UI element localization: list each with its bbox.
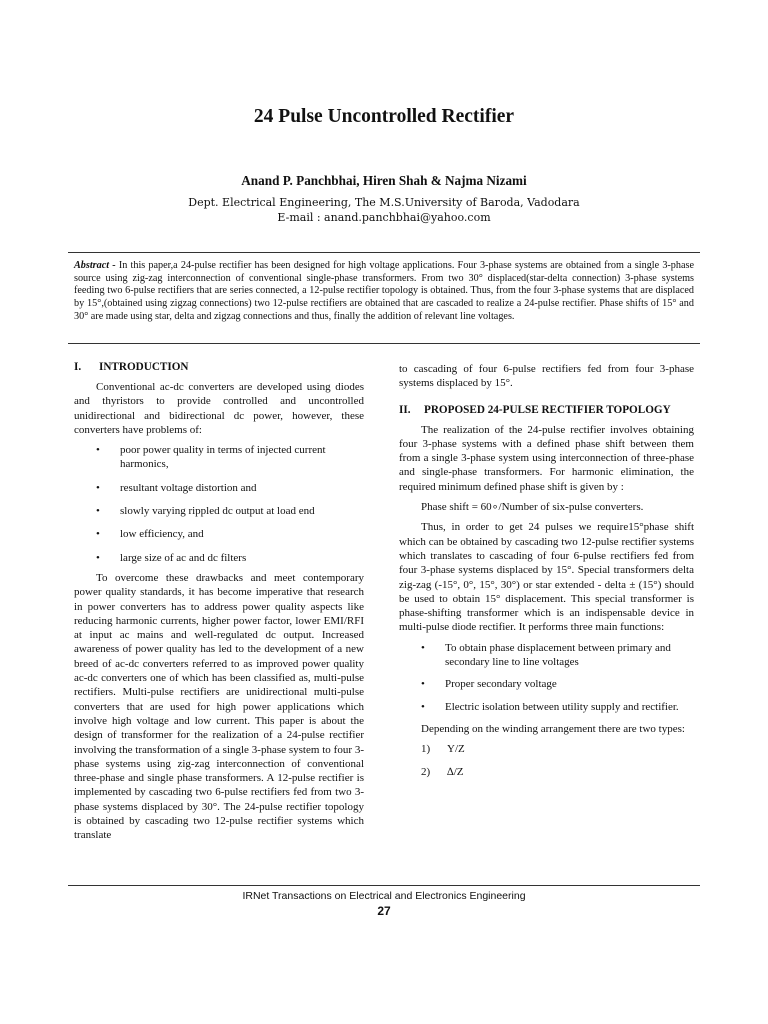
email: E-mail : anand.panchbhai@yahoo.com [277,211,491,224]
list-item: • slowly varying rippled dc output at load end [74,504,364,518]
section-number: I. [74,361,82,373]
intro-bullet-list [74,443,364,565]
section-title: INTRODUCTION [99,361,189,373]
page-number: 27 [377,904,391,918]
proposed-paragraph-1: The realization of the 24-pulse rectifier involves obtaining four 3-phase systems with a defined phase shift between them from a single 3-phase system using interconnection of three-phase and single-phase transformers. For harmonic elimination, the required minimum defined phase shift is given by : [399,423,694,493]
list-number: 1) [421,743,431,756]
list-item: • To obtain phase displacement between primary and secondary line to line voltages [399,641,694,670]
affiliation: Dept. Electrical Engineering, The M.S.University of Baroda, Vadodara [188,196,580,209]
left-column [74,360,364,843]
functions-bullet-list [399,641,694,714]
intro-paragraph-2: To overcome these drawbacks and meet contemporary power quality standards, it has become imperative that research in power converters has to address power quality aspects like reducing harmonic currents, higher power factor, lower EMI/RFI at input ac mains and well-regulated dc output. Increased awareness of power quality has led to the development of a new breed of ac-dc converters referred to as improved power quality ac-dc converters one of which has been classified as, multi-pulse rectifiers. Multi-pulse rectifiers are unidirectional multi-pulse converters that are used for high power applications which involve high voltage and low current. This paper is about the design of transformer for the realization of a 24-pulse rectifier involving the transformation of a single 3-phase system to four 3-phase systems using zig-zag interconnection of conventional three-phase and single phase transformers. A 12-pulse rectifier is implemented by cascading two 6-pulse rectifiers fed from two 3-phase systems displaced by 30°. The 24-pulse rectifier topology is obtained by cascading two 12-pulse rectifier systems which translate [74,571,364,842]
abstract-text: In this paper,a 24-pulse rectifier has been designed for high voltage applications. Four 3-phase systems are obtained from a single 3-phase source using zig-zag interconnection of conventional single-phase transformers. From two 30° displaced(star-delta connection) 3-phase systems feeding two 6-pulse rectifiers that are series connected, a 12-pulse rectifier topology is obtained. Thus, from the four 3-phase systems that are displaced by 15°,(obtained using zigzag connections) two 12-pulse rectifiers are obtained that are cascaded to realize a 24-pulse rectifier. Phase shifts of 15° and 30° are made using star, delta and zigzag connections and thus, finally the addition of relevant line voltages. [74,260,694,322]
list-item: • resultant voltage distortion and [74,481,364,495]
list-item-label: Y/Z [447,743,465,756]
list-item-label: ∆/Z [447,765,464,778]
list-item: • poor power quality in terms of injected current harmonics, [74,443,364,472]
footer-rule [68,885,700,886]
list-item: • low efficiency, and [74,527,364,541]
authors: Anand P. Panchbhai, Hiren Shah & Najma Nizami [241,173,527,188]
section-heading-introduction [74,360,364,374]
abstract [74,260,694,324]
footer-journal-name: IRNet Transactions on Electrical and Electronics Engineering [242,890,526,902]
list-item: • large size of ac and dc filters [74,551,364,565]
list-item: • Electric isolation between utility supply and rectifier. [399,700,694,714]
winding-types-list [399,742,694,779]
paper-title: 24 Pulse Uncontrolled Rectifier [253,106,515,127]
list-item [399,742,694,756]
section-number: II. [399,403,411,416]
list-item [399,765,694,779]
affiliation-block [0,195,768,225]
section-title: PROPOSED 24-PULSE RECTIFIER TOPOLOGY [424,403,671,416]
abstract-top-rule [68,252,700,253]
abstract-label: Abstract - [74,260,116,271]
proposed-paragraph-2: Thus, in order to get 24 pulses we require15°phase shift which can be obtained by cascading two 12-pulse rectifier systems which translates to cascading of four 6-pulse rectifiers fed from four 3-phase systems displaced by 15°. Special transformers delta zig-zag (-15°, 0°, 15°, 30°) or star extended - delta ± (15°) should be used to obtain 15° displacement. This special transformer is phase-shifting transformer which is an indispensable device in multi-pulse diode rectifier. It performs three main functions: [399,521,694,634]
list-item: • Proper secondary voltage [399,677,694,691]
proposed-paragraph-3: Depending on the winding arrangement there are two types: [421,722,685,735]
intro-paragraph-1: Conventional ac-dc converters are developed using diodes and thyristors to provide controlled and uncontrolled unidirectional and bidirectional dc power, however, these converters have problems of: [74,381,364,436]
intro-paragraph-2-continued: to cascading of four 6-pulse rectifiers fed from four 3-phase systems displaced by 15°. [399,363,694,390]
abstract-bottom-rule [68,343,700,344]
phase-shift-formula: Phase shift = 60∘/Number of six-pulse converters. [421,501,644,514]
section-heading-proposed [399,403,694,417]
list-number: 2) [421,765,431,778]
right-column [399,362,694,779]
